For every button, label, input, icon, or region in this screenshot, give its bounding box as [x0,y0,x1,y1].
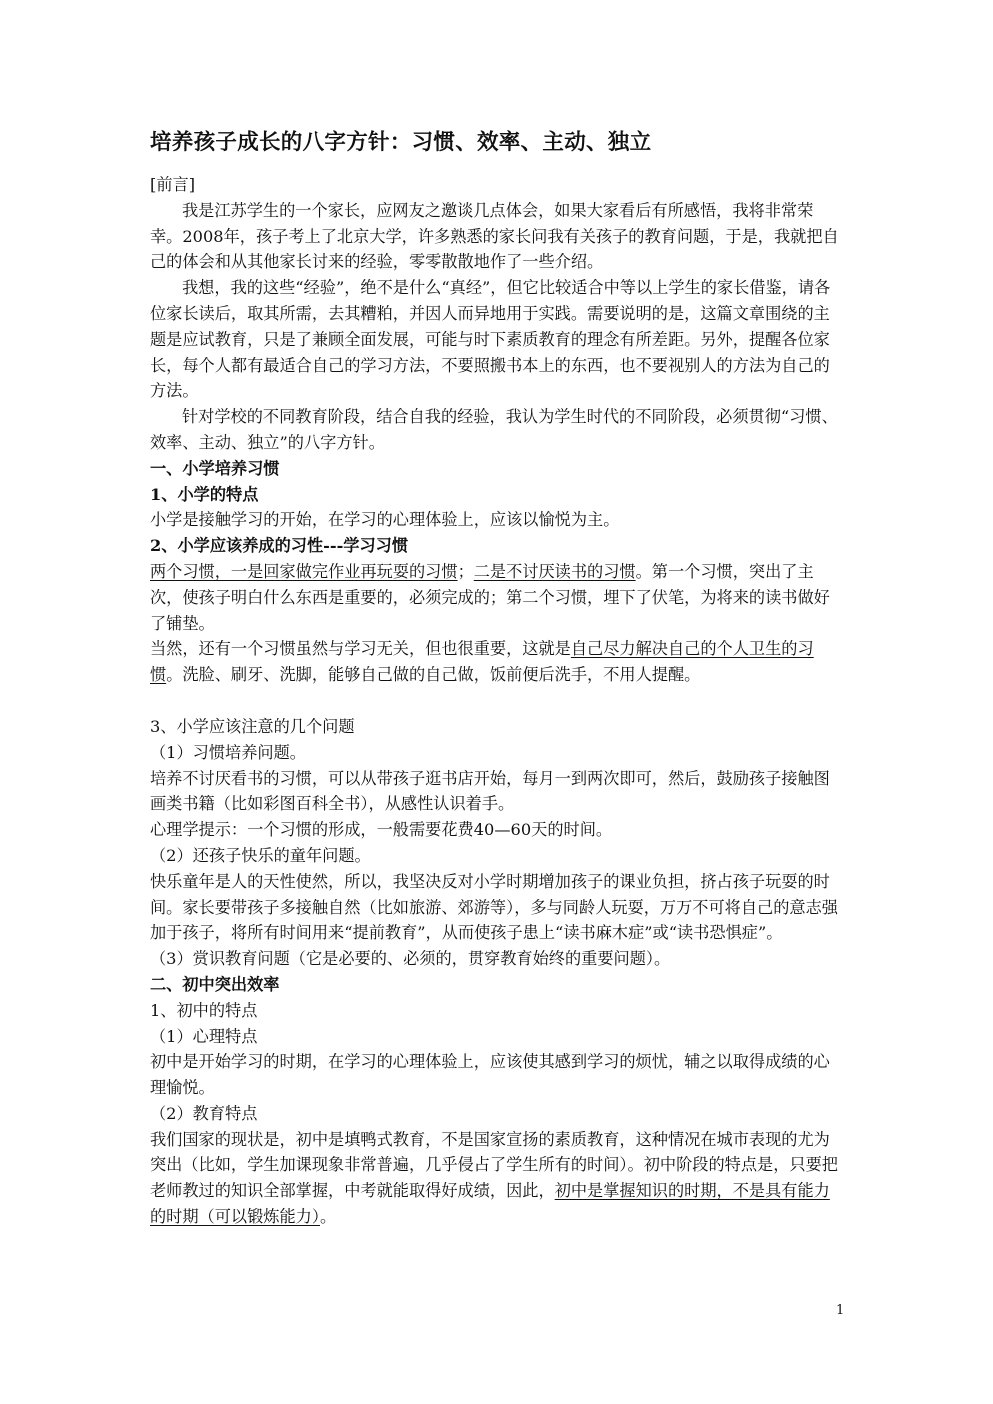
document-title: 培养孩子成长的八字方针：习惯、效率、主动、独立 [150,130,652,155]
underlined-phrase: 两个习惯，一是回家做完作业再玩耍的习惯 [150,561,458,581]
section1-sub1-heading: 1、小学的特点 [150,484,259,504]
junior-1-text: 初中是开始学习的时期，在学习的心理体验上，应该使其感到学习的烦忧，辅之以取得成绩的心理愉悦。 [150,1052,830,1098]
issue-3-heading: （3）赏识教育问题（它是必要的、必须的，贯穿教育始终的重要问题）。 [150,949,671,969]
document-page [150,128,842,1230]
blank-line [150,688,842,714]
paragraph-text: 。 [319,1207,337,1227]
section1-sub2-paragraph-2 [150,636,842,688]
junior-2-text [150,1127,842,1230]
issue-1-tip: 心理学提示：一个习惯的形成，一般需要花费40—60天的时间。 [150,820,613,840]
junior-1-heading: （1）心理特点 [150,1026,258,1046]
paragraph-text: 。洗脸、刷牙、洗脚，能够自己做的自己做，饭前便后洗手，不用人提醒。 [166,665,701,685]
junior-2-heading: （2）教育特点 [150,1103,258,1123]
section2-heading: 二、初中突出效率 [150,974,280,994]
section1-heading: 一、小学培养习惯 [150,458,280,478]
section1-sub2-paragraph-1 [150,559,842,636]
paragraph-text: 我们国家的现状是，初中是填鸭式教育，不是国家宣扬的素质教育，这种情况在城市表现的尤为突出（比如，学生加课现象非常普遍，几乎侵占了学生所有的时间）。初中阶段的特点是，只要把老师教过的知识全部掌握，中考就能取得好成绩，因此， [150,1129,838,1201]
section1-sub1-text: 小学是接触学习的开始，在学习的心理体验上，应该以愉悦为主。 [150,510,620,530]
issue-1-heading: （1）习惯培养问题。 [150,742,306,762]
page-number: 1 [836,1303,845,1318]
underlined-phrase: 二是不讨厌读书的习惯 [473,561,636,581]
underlined-phrase: 自己尽力解决自己的个人卫生的习惯 [150,639,814,685]
section1-sub3-heading: 3、小学应该注意的几个问题 [150,716,355,736]
issue-2-text: 快乐童年是人的天性使然，所以，我坚决反对小学时期增加孩子的课业负担，挤占孩子玩耍的时间。家长要带孩子多接触自然（比如旅游、郊游等），多与同龄人玩耍，万万不可将自己的意志强加于孩子，将所有时间用来“提前教育”，从而使孩子患上“读书麻木症”或“读书恐惧症”。 [150,871,838,943]
separator-text: ； [457,561,474,581]
underlined-phrase: 初中是掌握知识的时期，不是具有能力的时期（可以锻炼能力） [150,1181,830,1227]
issue-2-heading: （2）还孩子快乐的童年问题。 [150,845,371,865]
preface-label: [前言] [150,175,196,194]
intro-paragraph-1: 我是江苏学生的一个家长，应网友之邀谈几点体会，如果大家看后有所感悟，我将非常荣幸。2008年，孩子考上了北京大学，许多熟悉的家长问我有关孩子的教育问题，于是，我就把自己的体会和从其他家长讨来的经验，零零散散地作了一些介绍。 [150,200,839,272]
section2-sub1-heading: 1、初中的特点 [150,1000,258,1020]
paragraph-text: 。第一个习惯，突出了主次，使孩子明白什么东西是重要的，必须完成的；第二个习惯，埋下了伏笔，为将来的读书做好了铺垫。 [150,561,830,633]
issue-1-text: 培养不讨厌看书的习惯，可以从带孩子逛书店开始，每月一到两次即可，然后，鼓励孩子接触图画类书籍（比如彩图百科全书），从感性认识着手。 [150,768,830,814]
intro-paragraph-2: 我想，我的这些“经验”，绝不是什么“真经”，但它比较适合中等以上学生的家长借鉴，请各位家长读后，取其所需，去其糟粕，并因人而异地用于实践。需要说明的是，这篇文章围绕的主题是应试教育，只是了兼顾全面发展，可能与时下素质教育的理念有所差距。另外，提醒各位家长，每个人都有最适合自己的学习方法，不要照搬书本上的东西，也不要视别人的方法为自己的方法。 [150,278,831,401]
paragraph-text: 当然，还有一个习惯虽然与学习无关，但也很重要，这就是 [150,639,571,659]
intro-paragraph-3: 针对学校的不同教育阶段，结合自我的经验，我认为学生时代的不同阶段，必须贯彻“习惯、效率、主动、独立”的八字方针。 [150,407,838,452]
section1-sub2-heading: 2、小学应该养成的习性---学习习惯 [150,536,409,556]
